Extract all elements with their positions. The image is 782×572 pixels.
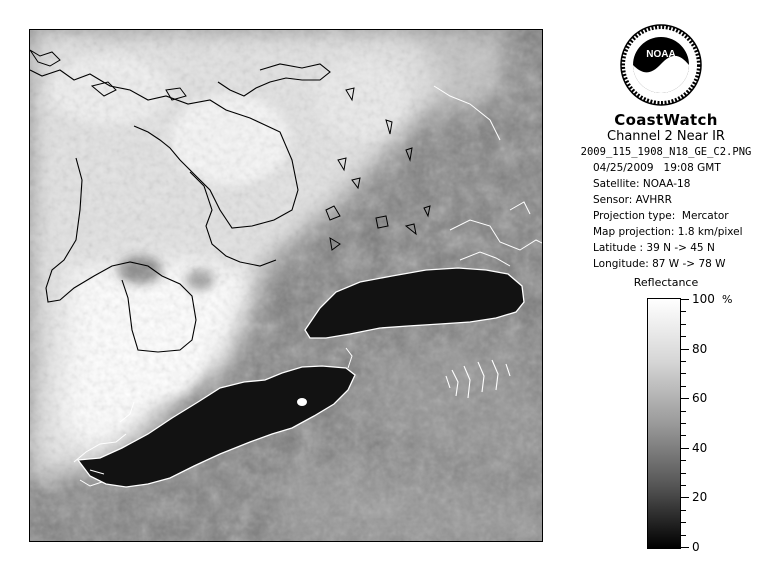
latitude-range: Latitude : 39 N -> 45 N <box>593 242 715 254</box>
colorbar-tick-label: 0 <box>692 540 700 554</box>
product-title: CoastWatch <box>614 111 718 129</box>
file-name: 2009_115_1908_N18_GE_C2.PNG <box>580 146 752 158</box>
colorbar-tick-mark <box>681 510 686 511</box>
date-time: 04/25/2009 19:08 GMT <box>593 162 721 174</box>
colorbar-tick-mark <box>681 299 689 300</box>
colorbar-tick-label: 40 <box>692 441 708 455</box>
colorbar-tick-label: 20 <box>692 490 708 504</box>
colorbar-tick-mark <box>681 398 689 399</box>
lake-cloud <box>297 398 307 406</box>
colorbar-tick-mark <box>681 373 686 374</box>
logo-text: NOAA <box>646 49 676 60</box>
colorbar-tick-mark <box>681 423 686 424</box>
colorbar-tick-label: 80 <box>692 342 708 356</box>
colorbar-tick-label: 100 <box>692 292 715 306</box>
noaa-logo <box>620 24 702 106</box>
colorbar-tick-mark <box>681 349 689 350</box>
channel-subtitle: Channel 2 Near IR <box>607 129 725 144</box>
colorbar-tick-mark <box>681 535 686 536</box>
colorbar-tick-mark <box>681 497 689 498</box>
colorbar-tick-mark <box>681 448 689 449</box>
colorbar-tick-mark <box>681 522 686 523</box>
colorbar-tick-label: 60 <box>692 391 708 405</box>
colorbar-tick-mark <box>681 460 686 461</box>
colorbar-tick-mark <box>681 435 686 436</box>
map-projection: Map projection: 1.8 km/pixel <box>593 226 743 238</box>
satellite-info: Satellite: NOAA-18 <box>593 178 691 190</box>
colorbar-tick-mark <box>681 473 686 474</box>
map-svg <box>30 30 543 542</box>
colorbar-label: Reflectance <box>633 276 699 289</box>
satellite-image <box>29 29 543 542</box>
colorbar-tick-mark <box>681 361 686 362</box>
colorbar-tick-mark <box>681 547 689 548</box>
projection-type: Projection type: Mercator <box>593 210 729 222</box>
colorbar-unit: % <box>722 293 733 306</box>
colorbar-tick-mark <box>681 311 686 312</box>
colorbar-tick-mark <box>681 336 686 337</box>
colorbar-tick-mark <box>681 386 686 387</box>
colorbar-tick-mark <box>681 485 686 486</box>
colorbar-tick-mark <box>681 324 686 325</box>
reflectance-colorbar <box>647 298 681 549</box>
colorbar-tick-mark <box>681 411 686 412</box>
sensor-info: Sensor: AVHRR <box>593 194 672 206</box>
longitude-range: Longitude: 87 W -> 78 W <box>593 258 726 270</box>
